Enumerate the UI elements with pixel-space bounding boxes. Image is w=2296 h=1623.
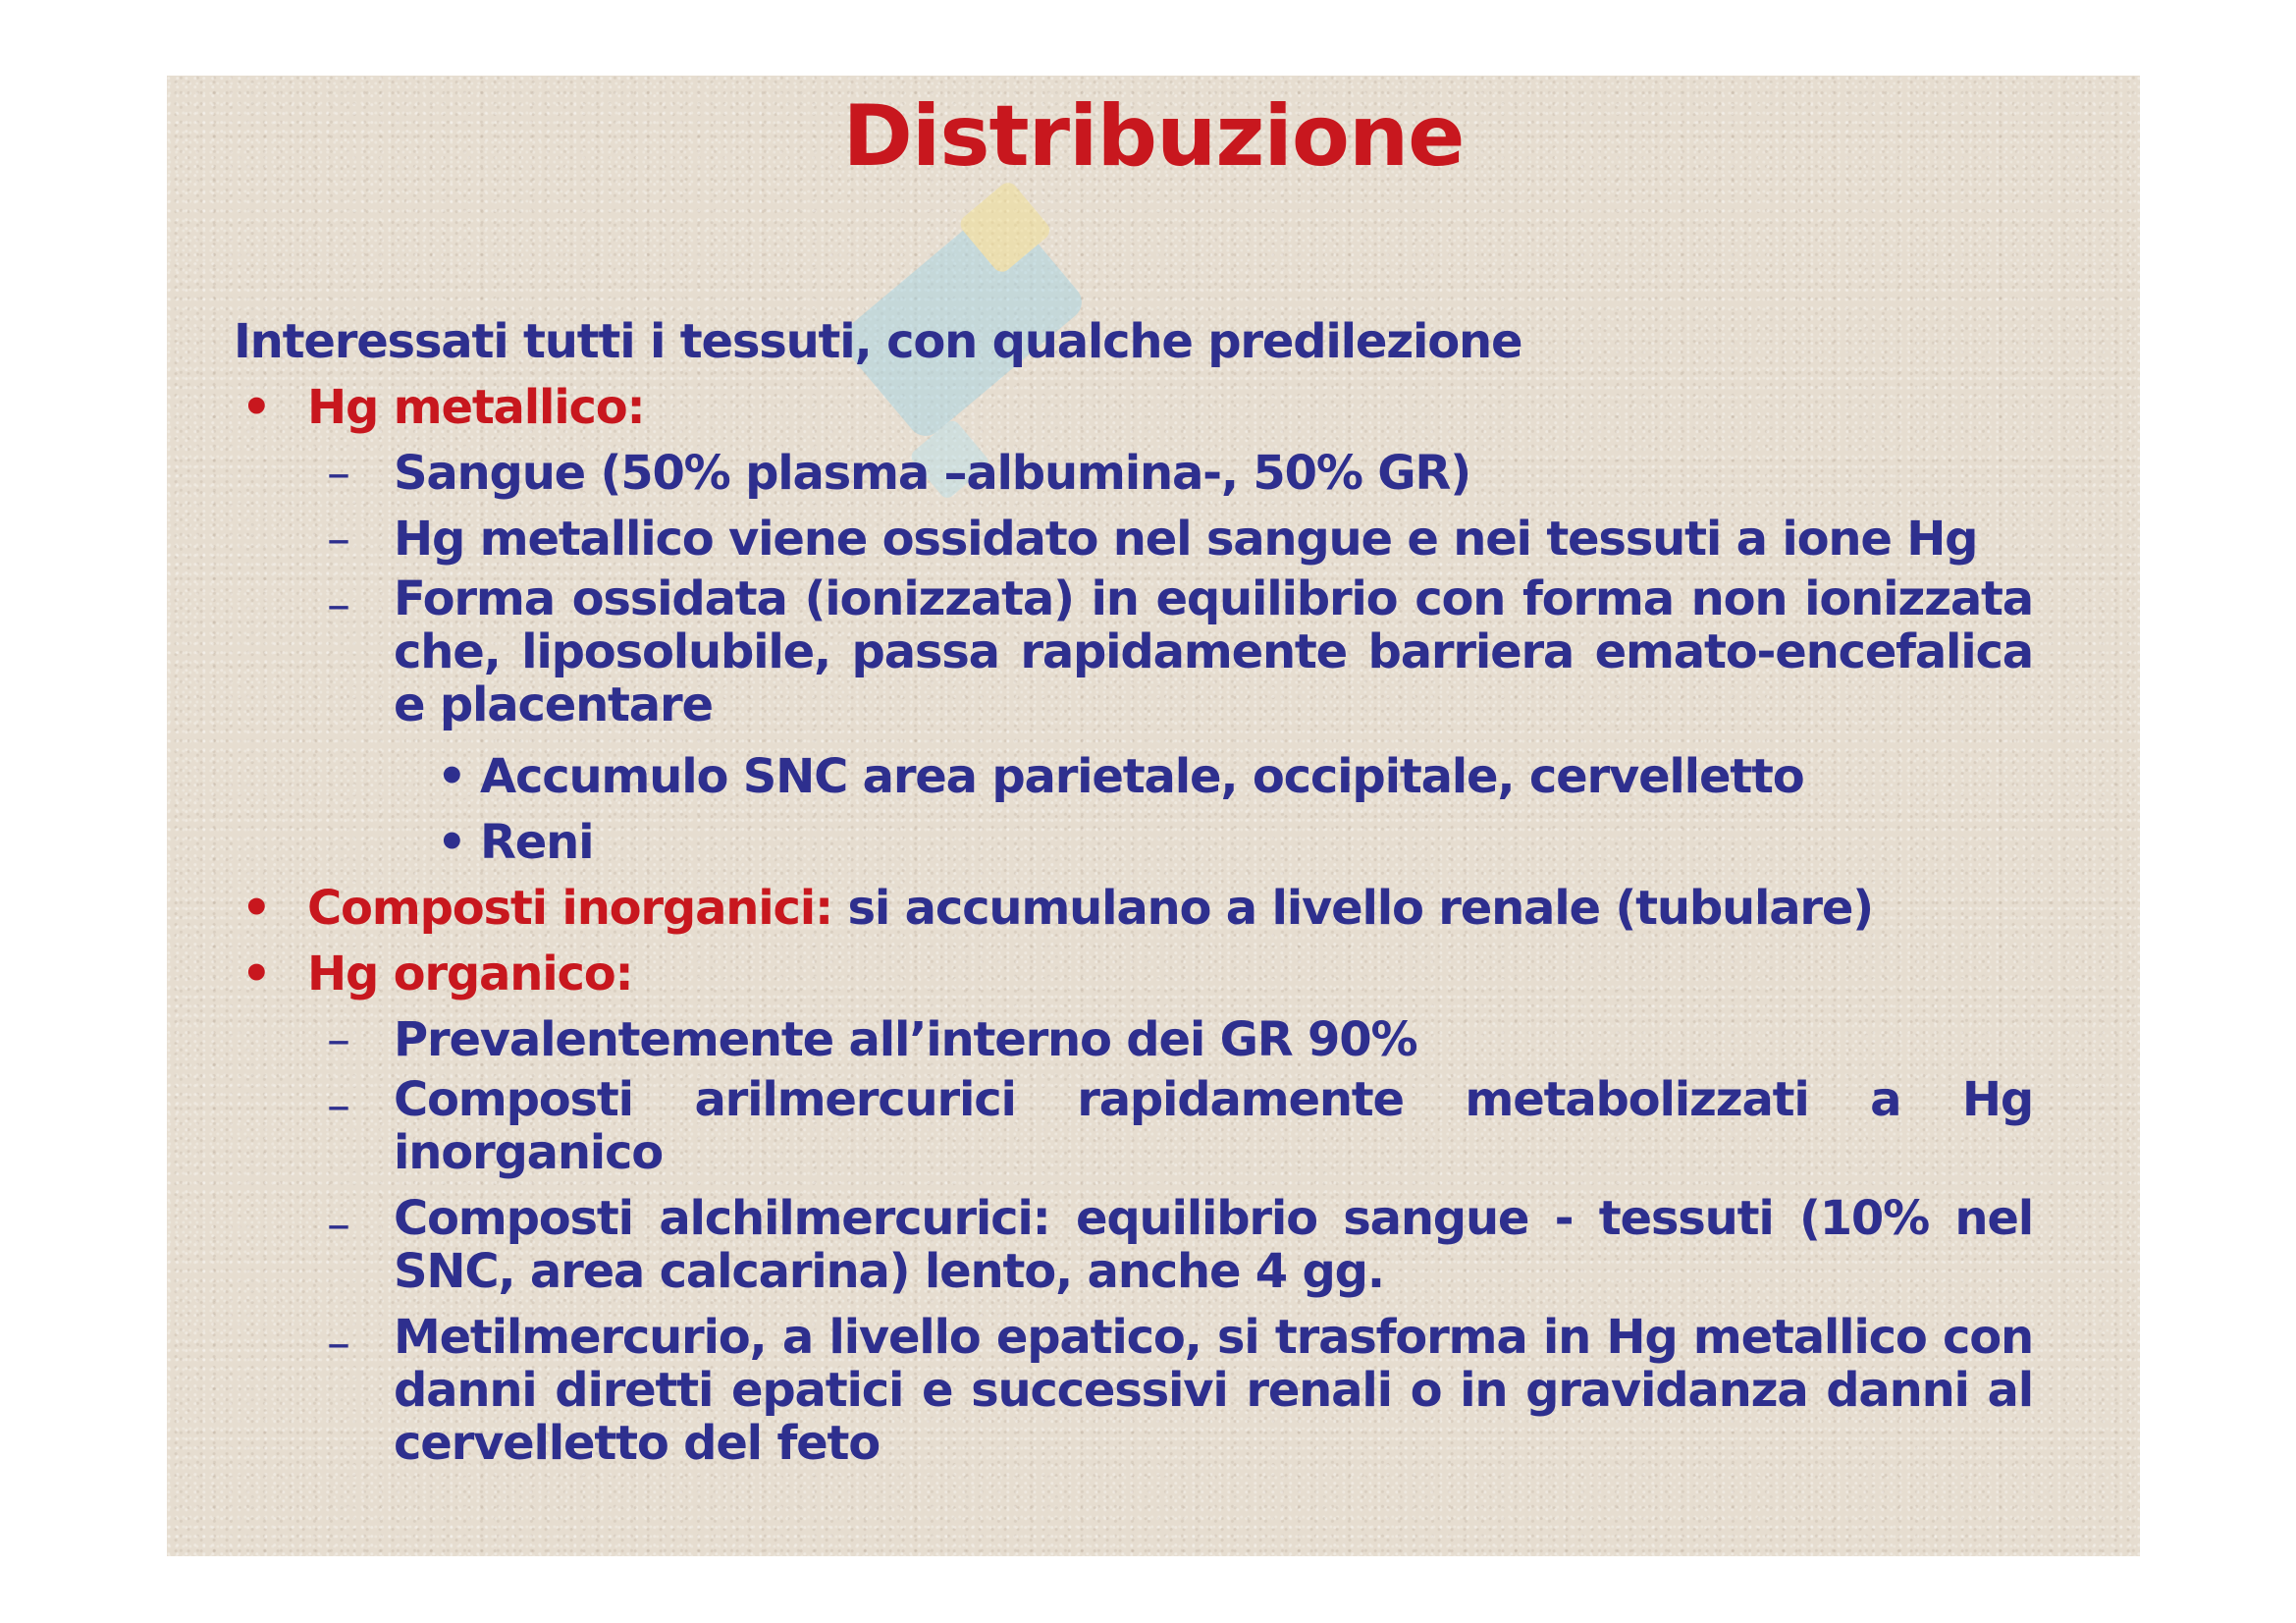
sub-item-text: Prevalentemente all’interno dei GR 90% (394, 1012, 1417, 1067)
sub-item-arilmercurici (234, 1073, 2099, 1179)
sub-item-ossidato (234, 507, 2099, 572)
sub-item-text: Forma ossidata (ionizzata) in equilibrio con forma non ionizzata che, liposolubile, passa rapidamente barriera emato-encefalica e placentare (394, 571, 2033, 732)
dash-marker: – (327, 1012, 349, 1067)
sub-item-text: Metilmercurio, a livello epatico, si trasforma in Hg metallico con danni diretti epatici e successivi renali o in gravidanza danni al cervelletto del feto (394, 1310, 2033, 1471)
bullet-label: Hg organico: (307, 947, 633, 1001)
sub-sub-item-text: Accumulo SNC area parietale, occipitale, cervelletto (480, 749, 1804, 804)
sub-item-alchilmercurici (234, 1192, 2099, 1298)
sub-bullet-marker: • (437, 749, 466, 804)
slide (167, 76, 2140, 1556)
dash-marker: – (327, 577, 349, 632)
bullet-hg-metallico (234, 375, 2099, 441)
slide-body (234, 309, 2099, 1483)
dash-marker: – (327, 446, 349, 501)
bullet-marker: • (241, 947, 271, 1001)
dash-marker: – (327, 1197, 349, 1252)
bullet-composti-inorganici (234, 876, 2099, 942)
sub-item-text: Composti arilmercurici rapidamente metabolizzati a Hg inorganico (394, 1072, 2033, 1180)
bullet-label: Composti inorganici: (307, 881, 832, 936)
dash-marker: – (327, 512, 349, 567)
sub-sub-item-accumulo (234, 744, 2099, 810)
bullet-text: si accumulano a livello renale (tubulare) (832, 881, 1873, 936)
sub-item-prevalentemente (234, 1007, 2099, 1073)
bullet-hg-organico (234, 942, 2099, 1007)
sub-item-text: Composti alchilmercurici: equilibrio sangue - tessuti (10% nel SNC, area calcarina) lento, anche 4 gg. (394, 1191, 2033, 1299)
sub-item-forma-ossidata (234, 572, 2099, 731)
sub-item-sangue (234, 441, 2099, 507)
slide-title: Distribuzione (842, 87, 1465, 186)
bullet-marker: • (241, 380, 271, 435)
dash-marker: – (327, 1316, 349, 1371)
sub-item-metilmercurio (234, 1311, 2099, 1470)
bullet-marker: • (241, 881, 271, 936)
sub-bullet-marker: • (437, 815, 466, 870)
sub-item-text: Hg metallico viene ossidato nel sangue e nei tessuti a ione Hg (394, 512, 1978, 567)
sub-item-text: Sangue (50% plasma –albumina-, 50% GR) (394, 446, 1470, 501)
dash-marker: – (327, 1078, 349, 1133)
sub-sub-item-reni (234, 810, 2099, 876)
sub-sub-item-text: Reni (480, 815, 594, 870)
intro-text: Interessati tutti i tessuti, con qualche predilezione (234, 314, 1522, 369)
bullet-label: Hg metallico: (307, 380, 645, 435)
